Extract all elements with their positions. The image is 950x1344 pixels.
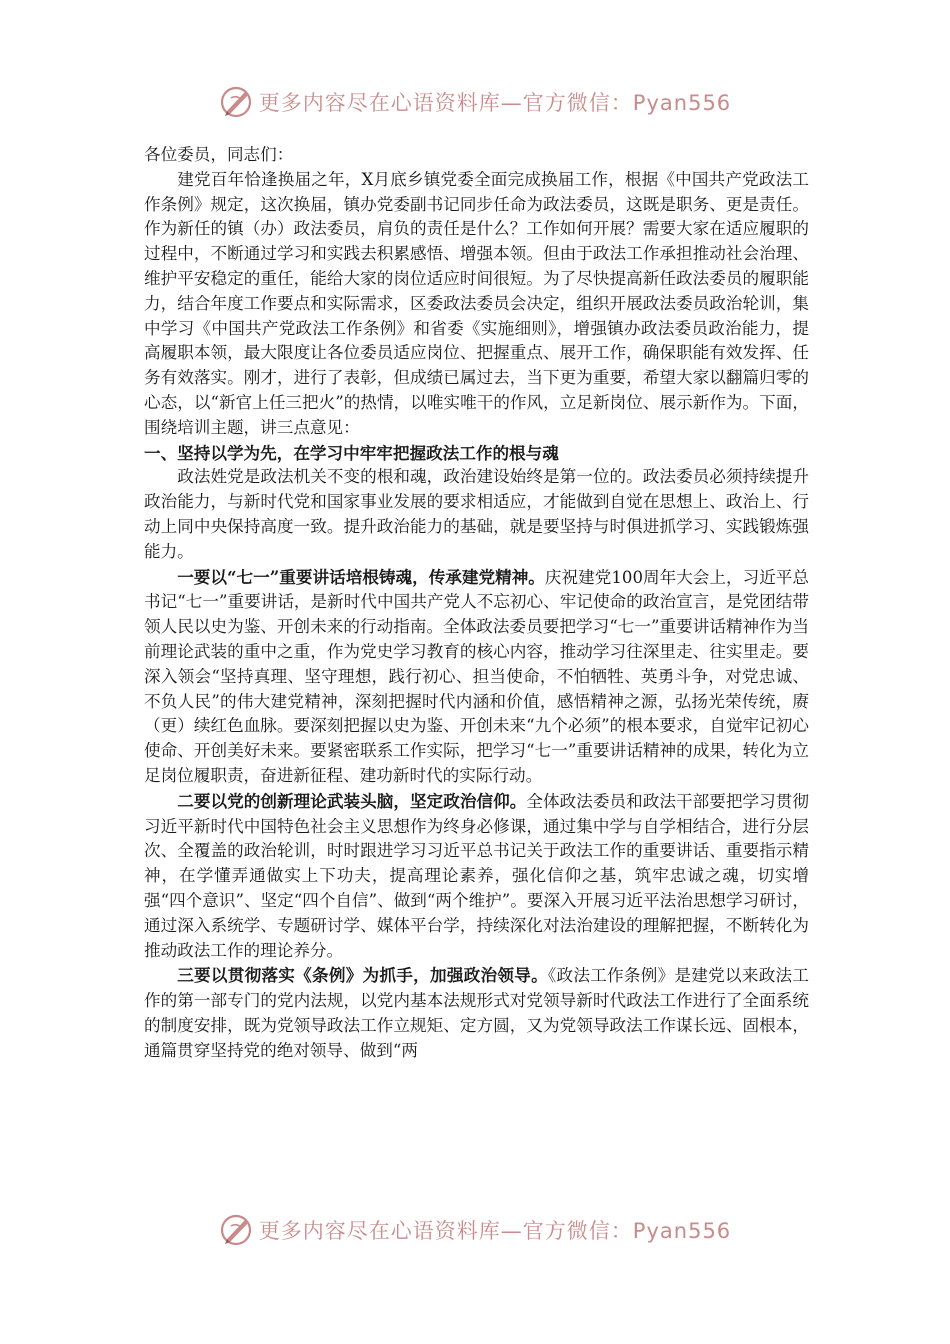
- point-1-lead: 一要以“七一”重要讲话培根铸魂，传承建党精神。: [177, 566, 545, 587]
- point-3-lead: 三要以贯彻落实《条例》为抓手，加强政治领导。: [177, 965, 548, 986]
- point-3-paragraph: [144, 963, 809, 1063]
- banner-text: 更多内容尽在心语资料库—官方微信：Pyan556: [258, 1219, 732, 1243]
- section-1-heading: 一、坚持以学为先，在学习中牢牢把握政法工作的根与魂: [144, 442, 559, 463]
- pen-logo-icon: [219, 84, 255, 120]
- point-1-paragraph: [144, 565, 809, 789]
- point-2-paragraph: [144, 789, 809, 964]
- point-2-lead: 二要以党的创新理论武装头脑，坚定政治信仰。: [177, 790, 527, 811]
- banner-text: 更多内容尽在心语资料库—官方微信：Pyan556: [258, 91, 732, 115]
- pen-logo-icon: [219, 1212, 255, 1248]
- section-1-paragraph: 政法姓党是政法机关不变的根和魂，政治建设始终是第一位的。政法委员必须持续提升政治能力，与新时代党和国家事业发展的要求相适应，才能做到自觉在思想上、政治上、行动上同中央保持高度一致。提升政治能力的基础，就是要坚持与时俱进抓学习、实践锻炼强能力。: [144, 467, 809, 561]
- point-3-body: 《政法工作条例》是建党以来政法工作的第一部专门的党内法规，以党内基本法规形式对党领导新时代政法工作进行了全面系统的制度安排，既为党领导政法工作立规矩、定方圆，又为党领导政法工作谋长远、固根本，通篇贯穿坚持党的绝对领导、做到“两: [144, 966, 810, 1060]
- footer-banner: [0, 1210, 950, 1250]
- point-2-body: 全体政法委员和政法干部要把学习贯彻习近平新时代中国特色社会主义思想作为终身必修课，通过集中学与自学相结合，进行分层次、全覆盖的政治轮训，时时跟进学习习近平总书记关于政法工作的重要讲话、重要指示精神，在学懂弄通做实上下功夫，提高理论素养，强化信仰之基，筑牢忠诚之魂，切实增强“四个意识”、坚定“四个自信”、做到“两个维护”。要深入开展习近平法治思想学习研讨，通过深入系统学、专题研讨学、媒体平台学，持续深化对法治建设的理解把握，不断转化为推动政法工作的理论养分。: [144, 791, 810, 960]
- point-1-body: 庆祝建党100周年大会上，习近平总书记“七一”重要讲话，是新时代中国共产党人不忘初心、牢记使命的政治宣言，是党团结带领人民以史为鉴、开创未来的行动指南。全体政法委员要把学习“七一”重要讲话精神作为当前理论武装的重中之重，作为党史学习教育的核心内容，推动学习往深里走、往实里走。要深入领会“坚持真理、坚守理想，践行初心、担当使命，不怕牺牲、英勇斗争，对党忠诚、不负人民”的伟大建党精神，深刻把握时代内涵和价值，感悟精神之源，弘扬光荣传统，赓（更）续红色血脉。要深刻把握以史为鉴、开创未来“九个必须”的根本要求，自觉牢记初心使命、开创美好未来。要紧密联系工作实际，把学习“七一”重要讲话精神的成果，转化为立足岗位履职责，奋进新征程、建功新时代的实际行动。: [144, 567, 810, 785]
- header-banner: [0, 82, 950, 122]
- document-body: [144, 143, 809, 1063]
- salutation: 各位委员，同志们：: [144, 145, 294, 164]
- intro-paragraph: 建党百年恰逢换届之年，X月底乡镇党委全面完成换届工作，根据《中国共产党政法工作条例》规定，这次换届，镇办党委副书记同步任命为政法委员，这既是职务、更是责任。作为新任的镇（办）政法委员，肩负的责任是什么？工作如何开展？需要大家在适应履职的过程中，不断通过学习和实践去积累感悟、增强本领。但由于政法工作承担推动社会治理、维护平安稳定的重任，能给大家的岗位适应时间很短。为了尽快提高新任政法委员的履职能力，结合年度工作要点和实际需求，区委政法委员会决定，组织开展政法委员政治轮训，集中学习《中国共产党政法工作条例》和省委《实施细则》，增强镇办政法委员政治能力，提高履职本领，最大限度让各位委员适应岗位、把握重点、展开工作，确保职能有效发挥、任务有效落实。刚才，进行了表彰，但成绩已属过去，当下更为重要，希望大家以翻篇归零的心态，以“新官上任三把火”的热情，以唯实唯干的作风，立足新岗位、展示新作为。下面，围绕培训主题，讲三点意见：: [144, 169, 809, 437]
